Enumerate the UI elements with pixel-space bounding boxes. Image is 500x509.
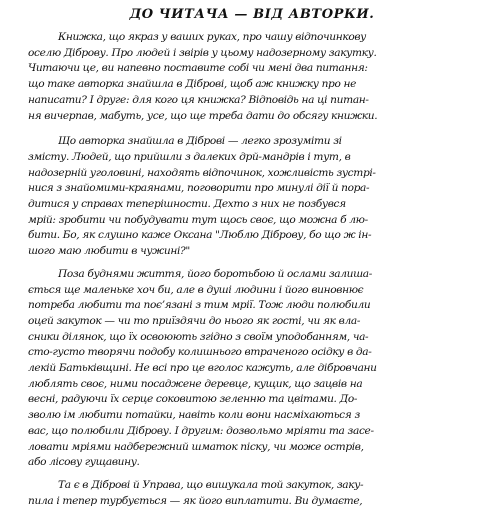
document-page — [28, 6, 476, 507]
paragraph-3 — [28, 267, 476, 471]
text-line: оцей закуток — чи то приїздячи до нього як гості, чи як вла- — [28, 314, 361, 327]
text-line: лекій Батьківщині. Не всі про це вголос кажуть, але дібровчани — [28, 362, 377, 375]
text-line: потреба любити та поєʼязані з тим мрії. Тож люди полюбили — [28, 299, 371, 312]
text-line: ня вичерпав, мабуть, усе, що ще треба дати до обсягу книжки. — [28, 109, 378, 122]
paragraph-1 — [28, 30, 476, 124]
text-line: Книжка, що якраз у ваших руках, про чашу відпочинкову — [58, 31, 366, 43]
text-line: або лісову гущавину. — [28, 456, 140, 469]
text-line: ловати мріями надбережний шматок піску, чи може острів, — [28, 440, 364, 453]
text-line: вас, що полюбили Діброву. І другим: дозвольмо мріяти та засе- — [28, 424, 374, 437]
text-line: змісту. Людей, що прийшли з далеких дрй-мандрів і тут, в — [28, 150, 351, 163]
text-line: Читаючи це, ви напевно поставите собі чи мені два питання: — [28, 62, 368, 75]
text-line: зволю ім любити потайки, навіть коли вони насміхаються з — [28, 409, 360, 422]
text-line: нися з знайомими-краянами, поговорити про минулі дії й пора- — [28, 182, 370, 195]
text-line: ється ще маленьке хоч би, але в душі людини і його виновнює — [28, 283, 364, 296]
paragraph-2 — [28, 134, 476, 260]
text-line: люблять своє, ними посаджене деревце, кущик, що зацвів на — [28, 377, 363, 390]
text-line: весні, радуючи їх серце соковитою зеленню та цвітами. До- — [28, 393, 358, 406]
text-line: Та є в Діброві й Управа, що вишукала той закуток, заку- — [58, 478, 364, 491]
text-line: дитися у справах теперішности. Дехто з них не позбувся — [28, 198, 346, 211]
text-line: Що авторка знайшла в Діброві — легко зрозуміти зі — [58, 135, 342, 148]
text-line: оселю Діброву. Про людей і звірів у цьому надозерному закутку. — [28, 46, 377, 59]
text-line: шого маю любити в чужині?" — [28, 245, 190, 258]
text-line: бити. Бо, як слушно каже Оксана "Люблю Діброву, бо що ж ін- — [28, 229, 372, 242]
text-line: пила і тепер турбується — як його виплатити. Ви думаєте, — [28, 494, 363, 507]
text-line: що таке авторка знайшла в Діброві, щоб аж книжку про не — [28, 78, 357, 91]
text-line: сто-густо творячи подобу колишнього втраченого осідку в да- — [28, 346, 372, 359]
text-line: надозерній уголовині, находять відпочинок, хожливість зустрі- — [28, 166, 376, 179]
text-line: сники ділянок, що їх освоюють згідно з своїм уподобанням, ча- — [28, 330, 369, 343]
paragraph-4 — [28, 478, 476, 509]
text-line: Поза буднями життя, його боротьбою й ослами залиша- — [58, 267, 373, 280]
text-line: написати? І друге: для кого ця книжка? Відповідь на ці питан- — [28, 93, 369, 106]
page-title: ДО ЧИТАЧА — ВІД АВТОРКИ. — [129, 7, 375, 22]
text-line: мрій: зробити чи побудувати тут щось своє, що можна б лю- — [28, 213, 368, 226]
